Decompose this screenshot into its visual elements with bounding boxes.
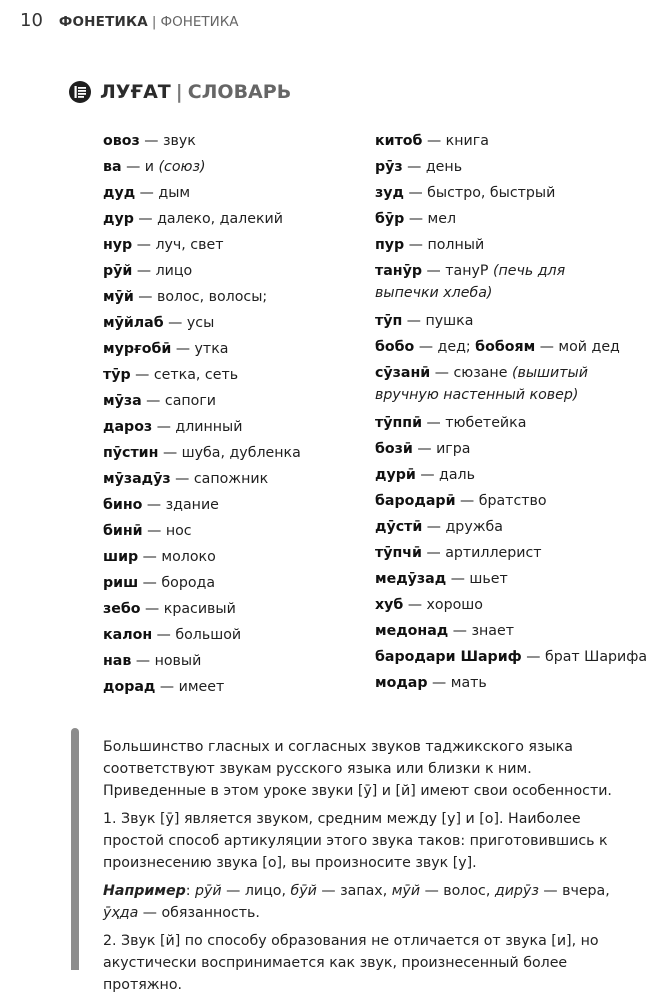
vocab-entry <box>103 206 353 232</box>
vocab-word: нав <box>103 653 132 669</box>
vocab-word: тӯр <box>103 367 131 383</box>
vocab-dash: — <box>141 393 165 409</box>
vocab-dash: — <box>121 159 145 175</box>
vocab-word: дур <box>103 211 134 227</box>
example-paragraph <box>103 880 615 924</box>
vocab-entry <box>375 180 625 206</box>
section-subtitle: СЛОВАРЬ <box>187 81 292 103</box>
vocab-word: ва <box>103 159 122 175</box>
vocab-word: тӯпчӣ <box>375 545 422 561</box>
vocab-word: дароз <box>103 419 153 435</box>
vocab-entry <box>103 518 353 544</box>
vocab-word: риш <box>103 575 139 591</box>
vocab-entry <box>103 128 353 154</box>
vocab-entry <box>103 544 353 570</box>
info-paragraph: 2. Звук [й] по способу образования не отличается от звука [и], но акустически воспринимается как звук, произнесенный более протяжно. <box>103 933 599 993</box>
vocab-entry <box>375 514 625 540</box>
vocab-word: зебо <box>103 601 141 617</box>
vocab-translation: знает <box>471 623 514 639</box>
vocab-dash: — <box>133 211 158 227</box>
vocab-word: калон <box>103 627 153 643</box>
vocab-word: дуд <box>103 185 136 201</box>
vocab-dash: — <box>170 471 194 487</box>
chapter-subtitle: ФОНЕТИКА <box>160 14 239 30</box>
vocab-entry <box>375 154 625 180</box>
vocab-entry <box>103 492 353 518</box>
vocab-word: дурӣ <box>375 467 416 483</box>
vocab-entry <box>375 592 625 618</box>
vocab-dash: — <box>414 339 438 355</box>
vocab-dash: — <box>135 185 159 201</box>
vocab-dash: — <box>158 445 182 461</box>
vocab-translation: дружба <box>445 519 503 535</box>
vocab-dash: — <box>163 315 187 331</box>
vocab-note: (союз) <box>158 159 206 175</box>
vocab-translation: мел <box>427 211 457 227</box>
vocab-entry <box>375 128 625 154</box>
vocab-translation: и <box>144 159 159 175</box>
vocab-word: бӯр <box>375 211 405 227</box>
vocab-dash: — <box>142 497 166 513</box>
vocab-dash: — <box>131 653 155 669</box>
vocab-word: бародарӣ <box>375 493 456 509</box>
vocab-entry <box>103 466 353 492</box>
vocab-dash: — <box>132 263 156 279</box>
vocab-word: пӯстин <box>103 445 159 461</box>
vocab-entry <box>103 336 353 362</box>
vocab-word: китоб <box>375 133 423 149</box>
example-translation: — запах, <box>316 883 392 899</box>
vocab-word: бино <box>103 497 143 513</box>
vocab-entry <box>375 670 625 696</box>
vocab-dash: — <box>402 159 426 175</box>
example-word: мӯй <box>391 883 421 899</box>
vocab-entry <box>103 284 353 310</box>
vocab-word: бозӣ <box>375 441 413 457</box>
vocab-dash: — <box>404 237 428 253</box>
vocab-dash: — <box>132 237 156 253</box>
vocab-dash: — <box>138 575 162 591</box>
vocab-entry <box>103 232 353 258</box>
vocab-translation: сапожник <box>193 471 269 487</box>
vocab-dash: — <box>422 133 446 149</box>
example-word: ӯҳда <box>103 905 139 921</box>
vocab-translation: имеет <box>178 679 225 695</box>
vocab-dash: — <box>415 467 440 483</box>
vocab-entry <box>103 310 353 336</box>
vocab-word: мӯй <box>103 289 134 305</box>
info-accent-bar <box>71 728 79 970</box>
vocab-translation: дым <box>158 185 191 201</box>
vocab-entry <box>375 362 625 406</box>
vocab-entry <box>375 436 625 462</box>
vocab-word: медӯзад <box>375 571 447 587</box>
page-number: 10 <box>20 10 43 31</box>
vocab-translation: хорошо <box>426 597 483 613</box>
info-box <box>103 736 615 1002</box>
vocab-translation: книга <box>445 133 489 149</box>
vocabulary-column-right <box>375 128 647 696</box>
example-translation: — вчера, <box>538 883 610 899</box>
vocab-translation: волос, волосы; <box>157 289 268 305</box>
vocab-word: хуб <box>375 597 404 613</box>
vocab-dash: — <box>448 623 472 639</box>
vocab-entry <box>103 362 353 388</box>
vocab-dash: — <box>139 133 163 149</box>
vocab-word: нур <box>103 237 133 253</box>
vocab-word: модар <box>375 675 428 691</box>
vocab-entry <box>375 462 625 488</box>
vocab-translation: большой <box>175 627 242 643</box>
vocab-entry <box>375 206 625 232</box>
vocab-dash: — <box>422 415 446 431</box>
vocab-word: мӯзадӯз <box>103 471 171 487</box>
vocab-entry <box>375 618 625 644</box>
example-word: бӯй <box>290 883 317 899</box>
vocab-word: бинӣ <box>103 523 143 539</box>
vocab-entry <box>375 334 625 360</box>
vocab-translation: нос <box>165 523 192 539</box>
vocab-dash: — <box>412 441 437 457</box>
example-colon: : <box>185 883 196 899</box>
vocab-translation: усы <box>186 315 215 331</box>
vocab-entry <box>375 644 647 670</box>
vocab-dash: — <box>521 649 545 665</box>
vocab-word: тӯп <box>375 313 403 329</box>
vocab-entry <box>103 596 353 622</box>
header-separator: | <box>151 14 157 30</box>
info-paragraph: Большинство гласных и согласных звуков таджикского языка соответствуют звукам русского языка или близки к ним. Приведенные в этом уроке звуки [ӯ] и [й] имеют свои особенности. <box>103 739 612 799</box>
vocab-dash: — <box>404 211 428 227</box>
vocab-dash: — <box>152 627 176 643</box>
vocab-entry <box>103 622 353 648</box>
vocab-entry <box>375 410 625 436</box>
vocab-dash: — <box>171 341 195 357</box>
vocab-entry <box>103 414 353 440</box>
vocab-word: бобо <box>375 339 415 355</box>
vocab-word: рӯз <box>375 159 403 175</box>
vocab-translation: день <box>425 159 463 175</box>
vocab-translation: дед; <box>437 339 476 355</box>
vocab-translation: длинный <box>175 419 243 435</box>
section-heading <box>68 80 291 104</box>
vocab-translation: шуба, дубленка <box>181 445 301 461</box>
vocab-dash: — <box>130 367 154 383</box>
vocab-translation: сетка, сеть <box>153 367 239 383</box>
vocab-translation: здание <box>165 497 219 513</box>
vocab-word: рӯй <box>103 263 133 279</box>
vocab-translation: мой дед <box>558 339 620 355</box>
vocab-word: мӯйлаб <box>103 315 164 331</box>
vocab-translation: утка <box>194 341 229 357</box>
vocab-dash: — <box>152 419 176 435</box>
vocab-translation: пушка <box>425 313 474 329</box>
vocab-dash: — <box>155 679 179 695</box>
vocab-entry <box>103 674 353 700</box>
vocab-dash: — <box>421 545 446 561</box>
example-translation: — лицо, <box>221 883 291 899</box>
vocab-translation: полный <box>427 237 485 253</box>
vocab-dash: — <box>430 365 454 381</box>
example-translation: — волос, <box>420 883 495 899</box>
vocab-dash: — <box>446 571 470 587</box>
vocab-dash: — <box>403 597 427 613</box>
vocab-translation: сапоги <box>164 393 217 409</box>
vocab-translation: мать <box>450 675 487 691</box>
vocab-entry <box>375 232 625 258</box>
vocab-translation: артиллерист <box>445 545 542 561</box>
vocab-translation: сюзане <box>453 365 512 381</box>
running-header <box>20 10 239 34</box>
vocab-dash: — <box>455 493 479 509</box>
section-separator: | <box>175 81 183 103</box>
vocabulary-column-left <box>103 128 353 700</box>
vocab-word: дӯстӣ <box>375 519 423 535</box>
vocab-word: шир <box>103 549 139 565</box>
vocab-dash: — <box>535 339 559 355</box>
vocab-entry <box>375 308 625 334</box>
vocab-word: медонад <box>375 623 449 639</box>
vocab-word: овоз <box>103 133 140 149</box>
vocab-dash: — <box>422 263 446 279</box>
example-translation: — обязанность. <box>138 905 260 921</box>
vocab-note: (печь для выпечки хлеба) <box>375 263 566 301</box>
vocab-entry <box>103 440 353 466</box>
vocab-translation: красивый <box>163 601 236 617</box>
vocab-dash: — <box>138 549 162 565</box>
vocab-dash: — <box>427 675 451 691</box>
vocab-word: зуд <box>375 185 404 201</box>
vocab-dash: — <box>403 185 428 201</box>
vocab-word: бародари Шариф <box>375 649 522 665</box>
vocab-translation: звук <box>162 133 196 149</box>
section-title: ЛУҒАТ <box>100 81 171 103</box>
vocab-dash: — <box>402 313 426 329</box>
vocab-entry <box>375 260 625 304</box>
vocab-translation: быстро, быстрый <box>427 185 556 201</box>
vocab-entry <box>103 258 353 284</box>
vocab-entry <box>103 570 353 596</box>
vocab-entry <box>103 388 353 414</box>
chapter-title: ФОНЕТИКА <box>58 14 148 30</box>
vocab-translation: брат Шарифа <box>544 649 647 665</box>
vocab-word: мурғобӣ <box>103 341 172 357</box>
vocab-translation: шьет <box>469 571 508 587</box>
example-word: рӯй <box>195 883 222 899</box>
vocab-word: дорад <box>103 679 156 695</box>
vocab-dash: — <box>140 601 164 617</box>
vocab-entry <box>375 488 625 514</box>
vocab-translation: игра <box>436 441 471 457</box>
vocab-translation: луч, свет <box>155 237 224 253</box>
book-list-icon <box>68 80 92 104</box>
vocab-translation: молоко <box>161 549 216 565</box>
vocab-entry <box>103 180 353 206</box>
vocab-translation: далеко, далекий <box>157 211 283 227</box>
vocab-note: (вышитый вручную настенный ковер) <box>375 365 588 403</box>
example-label: Например <box>103 883 186 899</box>
vocab-word: пур <box>375 237 405 253</box>
vocab-dash: — <box>422 519 446 535</box>
vocab-word: танӯр <box>375 263 423 279</box>
info-paragraph: 1. Звук [ӯ] является звуком, средним между [у] и [о]. Наиболее простой способ артикуляции этого звука таков: приготовившись к произнесению звука [о], вы произносите звук [у]. <box>103 811 608 871</box>
vocab-word: сӯзанӣ <box>375 365 431 381</box>
vocab-translation: тюбетейка <box>445 415 527 431</box>
vocab-translation: лицо <box>155 263 193 279</box>
vocab-word: тӯппӣ <box>375 415 423 431</box>
vocab-translation: новый <box>154 653 202 669</box>
vocab-translation: даль <box>439 467 475 483</box>
vocab-word: мӯза <box>103 393 142 409</box>
vocab-entry <box>103 648 353 674</box>
vocab-entry <box>103 154 353 180</box>
vocab-translation: борода <box>161 575 216 591</box>
vocab-word: бобоям <box>475 339 536 355</box>
vocab-translation: тануР <box>445 263 493 279</box>
vocab-dash: — <box>133 289 158 305</box>
vocab-translation: братство <box>478 493 547 509</box>
vocab-dash: — <box>142 523 166 539</box>
vocab-entry <box>375 566 625 592</box>
example-word: дирӯз <box>494 883 539 899</box>
vocab-entry <box>375 540 625 566</box>
